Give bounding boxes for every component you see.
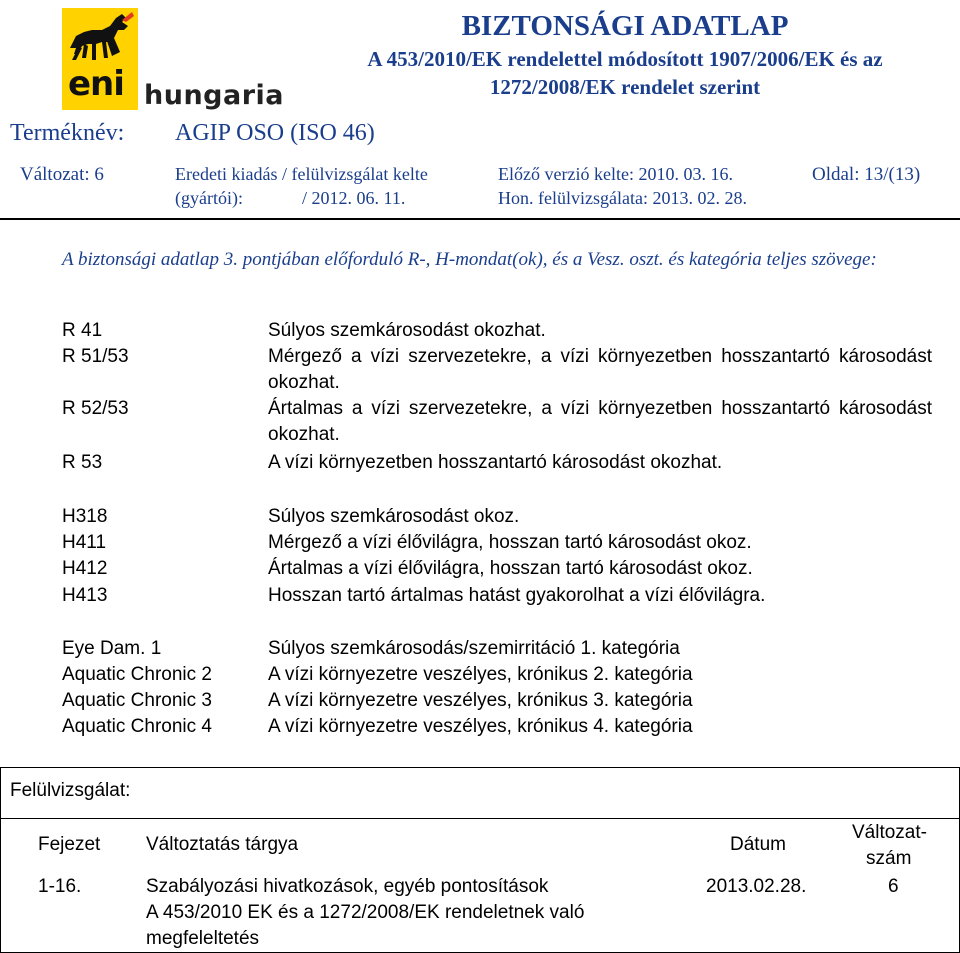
hazard-class-text: A vízi környezetre veszélyes, krónikus 3. kategória [268, 690, 693, 711]
revision-row-date: 2013.02.28. [706, 876, 807, 897]
r-phrase-code: R 41 [62, 320, 103, 341]
intro-text: A biztonsági adatlap 3. pontjában előforduló R-, H-mondat(ok), és a Vesz. oszt. és kategória teljes szövege: [62, 249, 877, 270]
revision-row-subject-2: A 453/2010 EK és a 1272/2008/EK rendeletnek való [146, 902, 585, 923]
h-phrase-text: Hosszan tartó ártalmas hatást gyakorolhat a vízi élővilágra. [268, 585, 766, 606]
page-number: Oldal: 13/(13) [812, 164, 921, 185]
r-phrase-code: R 51/53 [62, 346, 129, 367]
revision-row-subject-1: Szabályozási hivatkozások, egyéb pontosítások [146, 876, 549, 897]
h-phrase-code: H411 [62, 532, 107, 553]
hazard-class-code: Aquatic Chronic 2 [62, 664, 212, 685]
r-phrase-text: A vízi környezetben hosszantartó károsodást okozhat. [268, 452, 723, 473]
hazard-class-text: A vízi környezetre veszélyes, krónikus 4. kategória [268, 716, 693, 737]
eni-logo-text: eni [68, 64, 124, 104]
r-phrase-text: Ártalmas a vízi szervezetekre, a vízi környezetben hosszantartó károsodást okozhat. [268, 398, 932, 445]
r-phrase-code: R 53 [62, 452, 103, 473]
previous-version-date: Előző verzió kelte: 2010. 03. 16. [498, 164, 733, 184]
r-phrase-text: Mérgező a vízi szervezetekre, a vízi környezetben hosszantartó károsodást okozhat. [268, 346, 932, 393]
h-phrase-code: H413 [62, 585, 108, 606]
h-phrase-text: Mérgező a vízi élővilágra, hosszan tartó károsodást okoz. [268, 532, 752, 553]
revision-row-subject-3: megfeleltetés [146, 928, 260, 949]
hazard-class-code: Eye Dam. 1 [62, 638, 162, 659]
r-phrase-text: Súlyos szemkárosodást okozhat. [268, 320, 546, 341]
eni-hungaria-logo [40, 8, 285, 118]
col-header-version-2: szám [866, 848, 912, 869]
h-phrase-code: H412 [62, 558, 108, 579]
revision-row-version: 6 [888, 876, 899, 897]
domestic-review-date: Hon. felülvizsgálata: 2013. 02. 28. [498, 188, 747, 208]
regulation-subtitle-1: A 453/2010/EK rendelettel módosított 1907/2006/EK és az [367, 47, 883, 71]
col-header-chapter: Fejezet [38, 834, 101, 855]
col-header-date: Dátum [730, 834, 786, 855]
hungaria-logo-text: hungaria [144, 80, 285, 111]
revision-row-chapter: 1-16. [38, 876, 82, 897]
version-number: Változat: 6 [20, 164, 104, 185]
hazard-class-code: Aquatic Chronic 3 [62, 690, 212, 711]
hazard-class-text: A vízi környezetre veszélyes, krónikus 2. kategória [268, 664, 693, 685]
regulation-subtitle-2: 1272/2008/EK rendelet szerint [489, 75, 761, 99]
h-phrase-text: Súlyos szemkárosodást okoz. [268, 506, 520, 527]
product-name-label: Terméknév: [10, 120, 125, 146]
product-name: AGIP OSO (ISO 46) [175, 120, 375, 146]
col-header-version-1: Változat- [852, 822, 927, 843]
document-title: BIZTONSÁGI ADATLAP [461, 10, 789, 42]
header-divider [0, 218, 960, 220]
h-phrase-code: H318 [62, 506, 108, 527]
revision-divider [0, 818, 960, 819]
hazard-class-code: Aquatic Chronic 4 [62, 716, 212, 737]
revision-label: Felülvizsgálat: [10, 780, 131, 801]
original-issue-date: / 2012. 06. 11. [302, 188, 406, 208]
six-legged-dog-icon [62, 8, 138, 66]
r-phrase-code: R 52/53 [62, 398, 129, 419]
original-issue-maker: (gyártói): [175, 188, 243, 208]
h-phrase-text: Ártalmas a vízi élővilágra, hosszan tartó károsodást okoz. [268, 558, 753, 579]
original-issue-label: Eredeti kiadás / felülvizsgálat kelte [175, 164, 428, 184]
hazard-class-text: Súlyos szemkárosodás/szemirritáció 1. kategória [268, 638, 680, 659]
col-header-subject: Változtatás tárgya [146, 834, 299, 855]
